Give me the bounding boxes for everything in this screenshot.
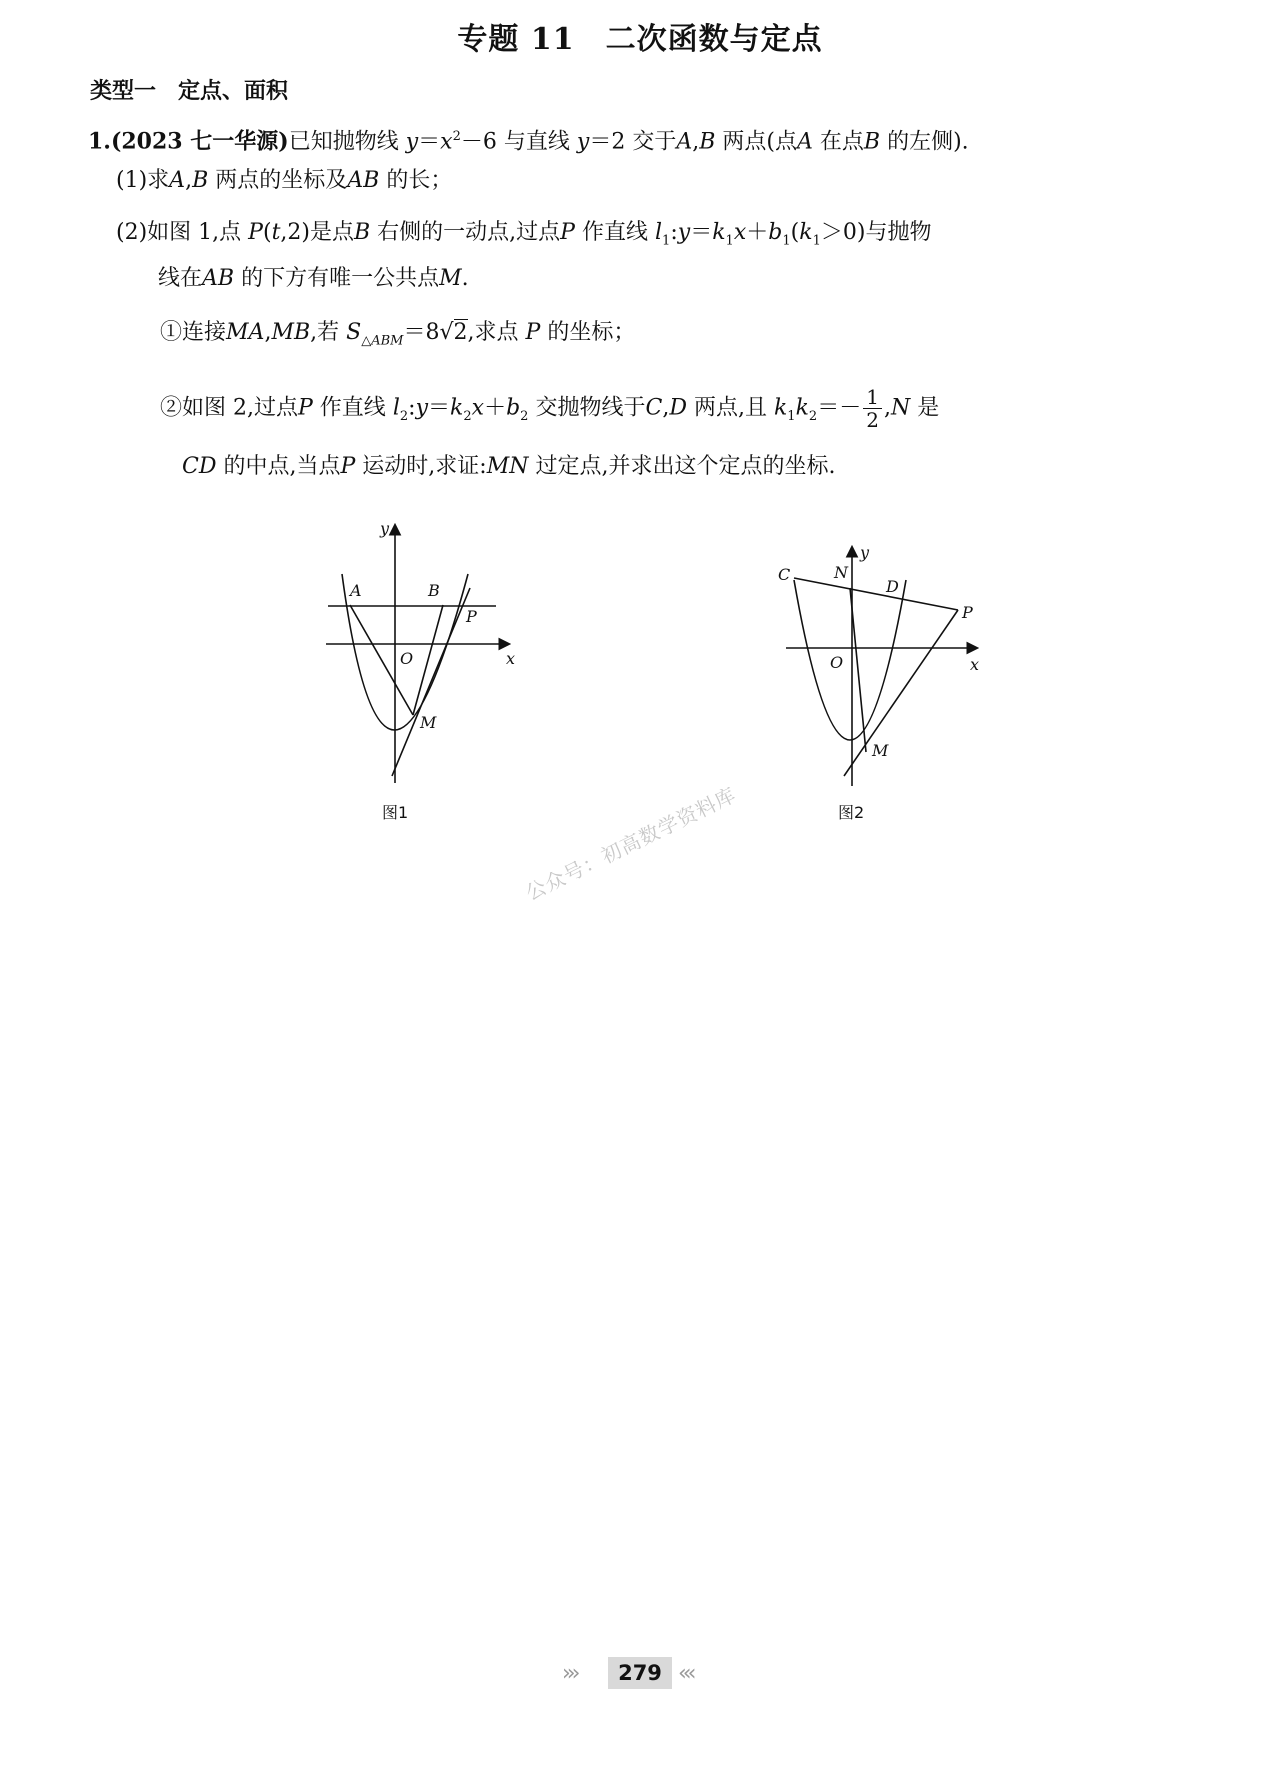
label-o: O xyxy=(830,653,844,672)
sub-question-2-cont: CD 的中点,当点P 运动时,求证:MN 过定点,并求出这个定点的坐标. xyxy=(182,454,836,479)
left-chevrons-icon: ‹‹‹ xyxy=(678,1661,693,1686)
page-number-badge xyxy=(560,1657,720,1693)
sub-question-2: ②如图 2,过点P 作直线 $l_2:y=k_2x+b_2$ 交抛物线于C,D 两点,且 $k_1k_2=-$ $\frac{1}{2}$ ,N 是 xyxy=(160,385,940,432)
question-2-cont: 线在AB 的下方有唯一公共点M. xyxy=(158,266,469,291)
label-x: x xyxy=(970,655,980,674)
label-n: N xyxy=(834,563,848,582)
problem-number: 1. xyxy=(88,128,111,155)
label-m: M xyxy=(872,741,889,760)
question-1: (1)求A,B 两点的坐标及AB 的长； xyxy=(116,168,453,193)
line-l2-cd xyxy=(794,578,958,610)
parabola xyxy=(794,580,906,740)
label-y: y xyxy=(380,519,390,538)
label-x: x xyxy=(506,649,516,668)
right-chevrons-icon: ››› xyxy=(562,1661,577,1686)
label-p: P xyxy=(962,603,973,622)
problem-stem: 1.(2023 七一华源)已知抛物线 $y=x^2-6$ 与直线 y＝2 交于A,B 两点(点A 在点B 的左侧). xyxy=(88,128,969,155)
page-title: 专题 11 二次函数与定点 xyxy=(457,22,823,57)
label-y: y xyxy=(860,543,870,562)
label-m: M xyxy=(420,713,437,732)
label-c: C xyxy=(778,565,791,584)
line-l1 xyxy=(392,588,470,776)
watermark: 公众号：初高数学资料库 xyxy=(521,782,740,906)
label-b: B xyxy=(428,581,440,600)
figure-1-caption: 图1 xyxy=(382,803,409,822)
section-title: 类型一 定点、面积 xyxy=(90,79,289,104)
problem-source: (2023 七一华源) xyxy=(110,128,289,155)
line-l1 xyxy=(844,610,958,776)
label-p: P xyxy=(466,607,477,626)
line-mb xyxy=(413,605,443,715)
question-2: (2)如图 1,点 P(t,2)是点B 右侧的一动点,过点P 作直线 $l_1:y=k_1x+b_1(k_1>0)$与抛物 xyxy=(116,220,932,249)
label-d: D xyxy=(886,577,899,596)
figure-2-caption: 图2 xyxy=(838,803,865,822)
figure-1 xyxy=(320,518,540,798)
label-o: O xyxy=(400,649,414,668)
sub-question-1: ①连接MA,MB,若 $S_{\triangle ABM}=8√2$,求点 P 的坐标； xyxy=(160,320,636,349)
page-number: 279 xyxy=(608,1657,672,1689)
figure-2 xyxy=(778,540,998,800)
label-a: A xyxy=(350,581,362,600)
